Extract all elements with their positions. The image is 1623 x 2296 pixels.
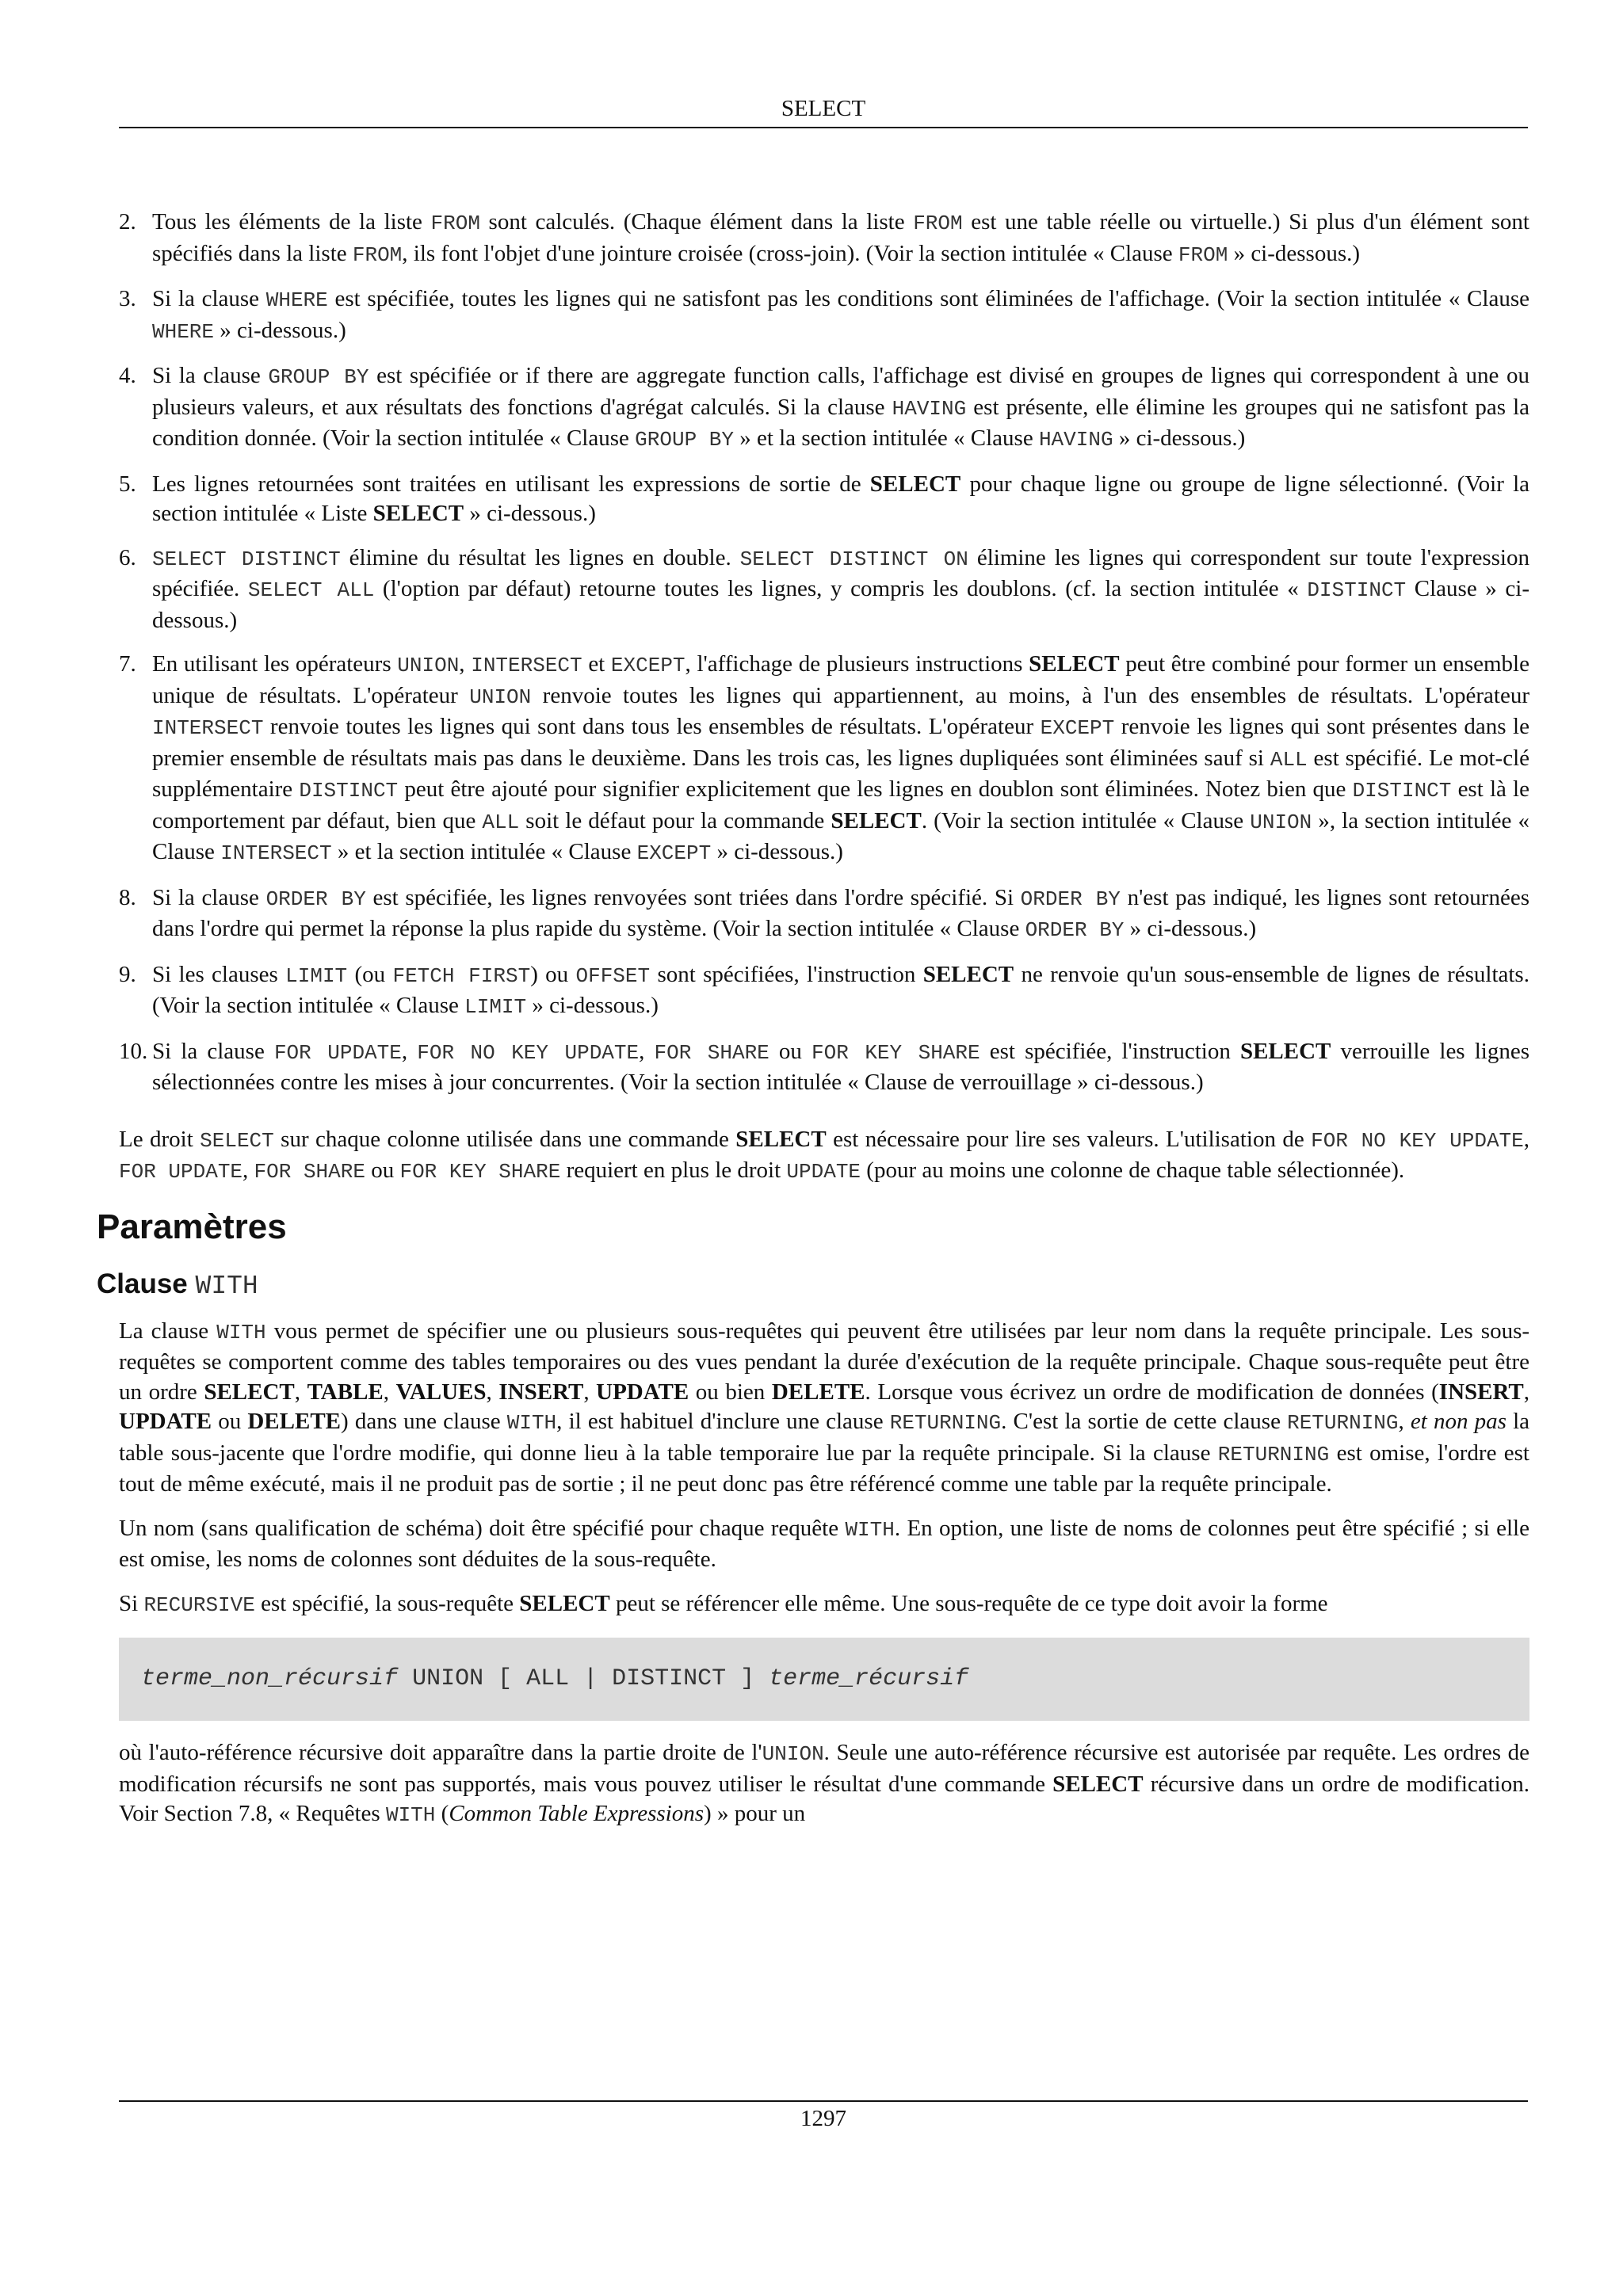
- bold-keyword: SELECT: [204, 1379, 295, 1405]
- page-number: 1297: [800, 2106, 846, 2131]
- emphasis: terme_récursif: [769, 1665, 969, 1692]
- list-item-number: 2.: [119, 209, 136, 235]
- inline-code: RECURSIVE: [143, 1592, 255, 1617]
- emphasis: et non pas: [1410, 1409, 1507, 1434]
- bold-keyword: SELECT: [372, 501, 464, 526]
- inline-code: FOR NO KEY UPDATE: [417, 1040, 640, 1065]
- inline-code: UNION: [1250, 810, 1312, 834]
- bold-keyword: UPDATE: [596, 1379, 689, 1405]
- inline-code: SELECT DISTINCT ON: [739, 547, 968, 571]
- header-rule: [119, 127, 1528, 128]
- inline-code: SELECT DISTINCT: [152, 547, 341, 571]
- bold-keyword: SELECT: [922, 961, 1014, 987]
- bold-keyword: SELECT: [869, 471, 961, 497]
- inline-code: SELECT ALL: [247, 578, 375, 602]
- inline-code: ORDER BY: [265, 887, 366, 911]
- running-header: SELECT: [781, 96, 866, 121]
- list-item: [97, 208, 1529, 270]
- inline-code: FROM: [430, 212, 480, 235]
- list-item-text: Si la clause ORDER BY est spécifiée, les lignes renvoyées sont triées dans l'ordre spécifié. Si ORDER BY n'est pas indiqué, les lignes sont retournées dans l'ordre qui permet la réponse la plus rapide du système. (Voir la section intitulée « Clause ORDER BY » ci-dessous.): [152, 884, 1529, 942]
- bold-keyword: SELECT: [1029, 651, 1120, 677]
- inline-code: ORDER BY: [1025, 918, 1125, 942]
- list-item-number: 7.: [119, 651, 136, 677]
- inline-code: INTERSECT: [152, 716, 264, 740]
- list-item: [97, 960, 1529, 1023]
- inline-code: WITH: [385, 1803, 436, 1827]
- inline-code: FOR UPDATE: [273, 1040, 402, 1065]
- inline-code: ALL: [482, 810, 520, 834]
- inline-code: LIMIT: [464, 995, 527, 1019]
- inline-code: FOR SHARE: [654, 1040, 769, 1065]
- list-item-number: 3.: [119, 286, 136, 311]
- inline-code: FROM: [352, 242, 403, 267]
- inline-code: INTERSECT: [220, 841, 332, 865]
- inline-code: FOR SHARE: [254, 1160, 365, 1184]
- inline-code: FROM: [1178, 242, 1228, 267]
- list-item-number: 5.: [119, 471, 136, 497]
- inline-code: FETCH FIRST: [392, 963, 531, 988]
- inline-code: GROUP BY: [268, 365, 369, 389]
- inline-code: EXCEPT: [610, 654, 685, 677]
- list-item: [97, 543, 1529, 636]
- bold-keyword: INSERT: [498, 1379, 584, 1405]
- inline-code: FOR UPDATE: [119, 1160, 243, 1184]
- list-item-text: Les lignes retournées sont traitées en utilisant les expressions de sortie de SELECT pour chaque ligne ou groupe de ligne sélectionné. (Voir la section intitulée « Liste SELECT » ci-dessous.): [152, 471, 1529, 526]
- list-item-number: 9.: [119, 961, 136, 987]
- subsection-code: WITH: [195, 1271, 258, 1301]
- inline-code: FOR KEY SHARE: [812, 1040, 980, 1065]
- inline-code: FROM: [913, 212, 963, 235]
- inline-code: WITH: [506, 1411, 557, 1435]
- bold-keyword: UPDATE: [119, 1409, 212, 1434]
- list-item-text: Si la clause FOR UPDATE, FOR NO KEY UPDATE, FOR SHARE ou FOR KEY SHARE est spécifiée, l'instruction SELECT verrouille les lignes sélectionnées contre les mises à jour concurrentes. (Voir la section intitulée « Clause de verrouillage » ci-dessous.): [152, 1038, 1529, 1095]
- subsection-title: [97, 1267, 1529, 1304]
- inline-code: OFFSET: [575, 963, 651, 988]
- with-paragraph-2: Un nom (sans qualification de schéma) doit être spécifié pour chaque requête WITH. En option, une liste de noms de colonnes peut être spécifié ; si elle est omise, les noms de colonnes sont déduites de la sous-requête.: [119, 1515, 1529, 1572]
- list-item-text: En utilisant les opérateurs UNION, INTERSECT et EXCEPT, l'affichage de plusieurs instructions SELECT peut être combiné pour former un ensemble unique de résultats. L'opérateur UNION renvoie toutes les lignes qui appartiennent, au moins, à l'un des ensembles de résultats. L'opérateur INTERSECT renvoie toutes les lignes qui sont dans tous les ensembles de résultats. L'opérateur EXCEPT renvoie les lignes qui sont présentes dans le premier ensemble de résultats mais pas dans le deuxième. Dans les trois cas, les lignes dupliquées sont éliminées sauf si ALL est spécifié. Le mot-clé supplémentaire DISTINCT peut être ajouté pour signifier explicitement que les lignes en doublon sont éliminées. Notez bien que DISTINCT est là le comportement par défaut, bien que ALL soit le défaut pour la commande SELECT. (Voir la section intitulée « Clause UNION », la section intitulée « Clause INTERSECT » et la section intitulée « Clause EXCEPT » ci-dessous.): [152, 651, 1529, 865]
- list-item-number: 10.: [119, 1038, 148, 1064]
- inline-code: FOR NO KEY UPDATE: [1311, 1128, 1524, 1153]
- inline-code: ALL: [1270, 747, 1308, 772]
- with-paragraph-3: Si RECURSIVE est spécifié, la sous-requête SELECT peut se référencer elle même. Une sous-requête de ce type doit avoir la forme: [119, 1590, 1328, 1617]
- list-item-text: Si les clauses LIMIT (ou FETCH FIRST) ou OFFSET sont spécifiées, l'instruction SELECT ne renvoie qu'un sous-ensemble de lignes de résultats. (Voir la section intitulée « Clause LIMIT » ci-dessous.): [152, 961, 1529, 1019]
- bold-keyword: VALUES: [395, 1379, 487, 1405]
- list-item-text: Tous les éléments de la liste FROM sont calculés. (Chaque élément dans la liste FROM est une table réelle ou virtuelle.) Si plus d'un élément sont spécifiés dans la liste FROM, ils font l'objet d'une jointure croisée (cross-join). (Voir la section intitulée « Clause FROM » ci-dessous.): [152, 209, 1529, 267]
- bold-keyword: SELECT: [1052, 1771, 1144, 1797]
- list-item-text: Si la clause WHERE est spécifiée, toutes les lignes qui ne satisfont pas les conditions sont éliminées de l'affichage. (Voir la section intitulée « Clause WHERE » ci-dessous.): [152, 286, 1529, 344]
- closing-paragraph: où l'auto-référence récursive doit apparaître dans la partie droite de l'UNION. Seule une auto-référence récursive est autorisée par requête. Les ordres de modification récursifs ne sont pas supportés, mais vous pouvez utiliser le résultat d'une commande SELECT récursive dans un ordre de modification. Voir Section 7.8, « Requêtes WITH (Common Table Expressions) » pour un: [119, 1740, 1529, 1827]
- list-item: [97, 1037, 1529, 1098]
- inline-code: HAVING: [1038, 428, 1113, 452]
- inline-code: EXCEPT: [1040, 716, 1115, 740]
- bold-keyword: SELECT: [831, 807, 922, 833]
- bold-keyword: SELECT: [1239, 1038, 1331, 1064]
- inline-code: RETURNING: [889, 1411, 1002, 1435]
- bold-keyword: INSERT: [1438, 1379, 1524, 1405]
- list-item: [97, 883, 1529, 946]
- list-item-text: SELECT DISTINCT élimine du résultat les lignes en double. SELECT DISTINCT ON élimine les lignes qui correspondent sur toute l'expression spécifiée. SELECT ALL (l'option par défaut) retourne toutes les lignes, y compris les doublons. (cf. la section intitulée « DISTINCT Clause » ci-dessous.): [152, 544, 1530, 633]
- list-item-number: 6.: [119, 544, 136, 570]
- footer-rule: [119, 2100, 1528, 2102]
- inline-code: FOR KEY SHARE: [399, 1160, 561, 1184]
- inline-code: DISTINCT: [299, 779, 399, 803]
- bold-keyword: DELETE: [247, 1409, 342, 1434]
- list-item-number: 8.: [119, 884, 136, 910]
- inline-code: UNION: [397, 654, 460, 677]
- inline-code: EXCEPT: [636, 841, 712, 865]
- inline-code: ORDER BY: [1020, 887, 1121, 911]
- with-paragraph-1: La clause WITH vous permet de spécifier une ou plusieurs sous-requêtes qui peuvent être utilisées par leur nom dans la requête principale. Les sous-requêtes se comportent comme des tables temporaires ou des vues pendant la durée d'exécution de la requête principale. Chaque sous-requête peut être un ordre SELECT, TABLE, VALUES, INSERT, UPDATE ou bien DELETE. Lorsque vous écrivez un ordre de modification de données (INSERT, UPDATE ou DELETE) dans une clause WITH, il est habituel d'inclure une clause RETURNING. C'est la sortie de cette clause RETURNING, et non pas la table sous-jacente que l'ordre modifie, qui donne lieu à la table temporaire lue par la requête principale. Si la clause RETURNING est omise, l'ordre est tout de même exécuté, mais il ne produit pas de sortie ; il ne peut donc pas être référencé comme une table par la requête principale.: [119, 1318, 1530, 1497]
- page-content: [97, 208, 1529, 1845]
- inline-code: HAVING: [892, 396, 967, 421]
- inline-code: RETURNING: [1217, 1442, 1330, 1466]
- bold-keyword: DELETE: [771, 1379, 865, 1405]
- inline-code: WHERE: [265, 288, 328, 312]
- bold-keyword: SELECT: [519, 1590, 610, 1616]
- inline-code: INTERSECT: [471, 654, 582, 677]
- emphasis: Common Table Expressions: [449, 1801, 705, 1826]
- list-item-number: 4.: [119, 363, 136, 388]
- inline-code: WHERE: [152, 319, 215, 344]
- list-item: [97, 470, 1529, 529]
- list-item: [97, 284, 1529, 347]
- list-item: [97, 361, 1529, 456]
- subsection-label: Clause: [97, 1268, 188, 1299]
- inline-code: LIMIT: [285, 963, 348, 988]
- inline-code: SELECT: [200, 1128, 274, 1153]
- inline-code: GROUP BY: [635, 428, 734, 452]
- bold-keyword: TABLE: [307, 1379, 384, 1405]
- bold-keyword: SELECT: [735, 1126, 827, 1152]
- list-item-text: Si la clause GROUP BY est spécifiée or if there are aggregate function calls, l'affichage est divisé en groupes de lignes qui correspondent à une ou plusieurs valeurs, et aux résultats des fonctions d'agrégat calculés. Si la clause HAVING est présente, elle élimine les groupes qui ne satisfont pas la condition donnée. (Voir la section intitulée « Clause GROUP BY » et la section intitulée « Clause HAVING » ci-dessous.): [152, 363, 1530, 452]
- processing-steps-list: [97, 208, 1529, 1098]
- list-item: [97, 650, 1529, 869]
- emphasis: terme_non_récursif: [141, 1665, 399, 1692]
- inline-code: UNION: [469, 685, 532, 709]
- section-title: Paramètres: [97, 1207, 287, 1246]
- privilege-paragraph: Le droit SELECT sur chaque colonne utilisée dans une commande SELECT est nécessaire pour lire ses valeurs. L'utilisation de FOR NO KEY UPDATE, FOR UPDATE, FOR SHARE ou FOR KEY SHARE requiert en plus le droit UPDATE (pour au moins une colonne de chaque table sélectionnée).: [119, 1126, 1530, 1184]
- inline-code: DISTINCT: [1352, 779, 1452, 803]
- inline-code: UNION: [762, 1742, 824, 1766]
- inline-code: UPDATE: [786, 1160, 861, 1184]
- inline-code: WITH: [216, 1320, 266, 1344]
- inline-code: DISTINCT: [1307, 578, 1407, 602]
- inline-code: WITH: [845, 1517, 895, 1542]
- synopsis-code-block: terme_non_récursif UNION [ ALL | DISTINCT ] terme_récursif: [119, 1638, 1529, 1721]
- inline-code: RETURNING: [1287, 1411, 1399, 1435]
